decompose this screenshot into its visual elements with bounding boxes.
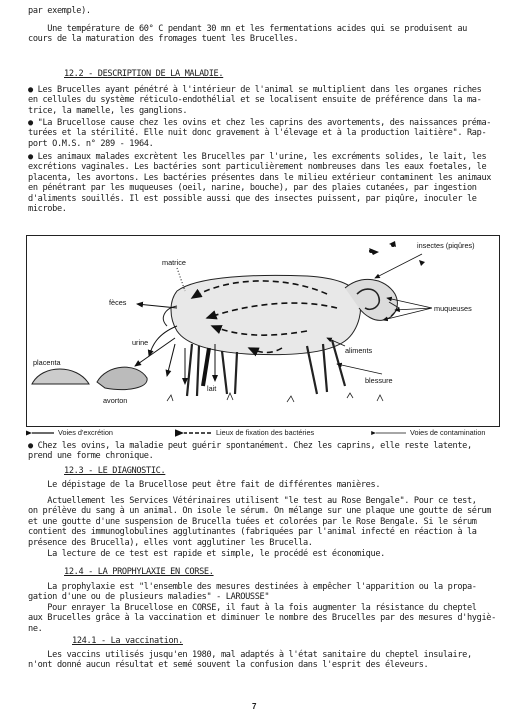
legend-excretion: Voies d'excrétion bbox=[58, 428, 113, 437]
label-aliments: aliments bbox=[345, 346, 373, 355]
section-12-3-paragraph-2: Actuellement les Services Vétérinaires utilisent "le test au Rose Bengale". Pour ce test, on prélève du sang à un animal. On isole le sérum. On mélange sur une plaque une goutte de sérum et une goutte d'une suspension de Brucella tuées et colorées par le Rose Bengale. Si le sérum contient des immunoglobulines agglutinantes (fabriquées par l'animal infecté en réaction à la présence des Brucella), elles vont agglutiner les Brucella. bbox=[28, 496, 492, 548]
section-12-3-paragraph-1: Le dépistage de la Brucellose peut être fait de différentes manières. bbox=[28, 480, 381, 490]
section-12-3-paragraph-3: La lecture de ce test est rapide et simple, le procédé est économique. bbox=[28, 549, 385, 559]
intro-paragraph: Une température de 60° C pendant 30 mn et les fermentations acides qui se produisent au cours de la maturation des fromages tuent les Brucelles. bbox=[28, 24, 467, 45]
after-figure-paragraph: ● Chez les ovins, la maladie peut guérir spontanément. Chez les caprins, elle reste latente, prend une forme chronique. bbox=[28, 441, 472, 462]
section-12-3-heading: 12.3 - LE DIAGNOSTIC. bbox=[64, 466, 166, 476]
section-12-4-paragraph-3: Les vaccins utilisés jusqu'en 1980, mal adaptés à l'état sanitaire du cheptel insulaire, n'ont donné aucun résultat et semé souvent la confusion dans l'esprit des éleveurs. bbox=[28, 650, 472, 671]
section-12-2-paragraph-1: ● Les Brucelles ayant pénétré à l'intérieur de l'animal se multiplient dans les organes riches en cellules du système réticulo-endothélial et se localisent ensuite de préférence dans la ma- trice, la mamelle, les ganglions. bbox=[28, 85, 482, 116]
section-12-4-paragraph-1: La prophylaxie est "l'ensemble des mesures destinées à empêcher l'apparition ou la propa- gation d'une ou de plusieurs maladies" - LAROUSSE" bbox=[28, 582, 477, 603]
label-insectes: insectes (piqûres) bbox=[417, 241, 475, 250]
label-feces: fèces bbox=[109, 298, 127, 307]
diagram-legend bbox=[26, 428, 498, 438]
placenta-avorton bbox=[32, 367, 147, 389]
section-12-4-heading: 12.4 - LA PROPHYLAXIE EN CORSE. bbox=[64, 567, 214, 577]
section-12-2-heading: 12.2 - DESCRIPTION DE LA MALADIE. bbox=[64, 69, 224, 79]
label-placenta: placenta bbox=[33, 358, 61, 367]
diagram-drawing bbox=[27, 236, 499, 426]
label-matrice: matrice bbox=[162, 258, 186, 267]
label-urine: urine bbox=[132, 338, 149, 347]
legend-contamination: Voies de contamination bbox=[410, 428, 486, 437]
section-12-2-paragraph-3: ● Les animaux malades excrètent les Brucelles par l'urine, les excréments solides, le lait, les excrétions vaginales. Les bactéries sont particulièrement nombreuses dans les eaux foetales, le placenta, les avortons. Les bactéries présentes dans le milieu extérieur contaminent les animaux en pénétrant par les muqueuses (oeil, narine, bouche), par des plaies cutanées, par ingestion d'aliments souillés. Il est possible aussi que des insectes puissent, par piqûre, inoculer le microbe. bbox=[28, 152, 492, 215]
legend-fixation: Lieux de fixation des bactéries bbox=[216, 428, 315, 437]
subsection-124-1-heading: 124.1 - La vaccination. bbox=[72, 636, 183, 646]
label-lait: lait bbox=[207, 384, 217, 393]
page-number: 7 bbox=[252, 702, 257, 711]
section-12-4-paragraph-2: Pour enrayer la Brucellose en CORSE, il faut à la fois augmenter la résistance du cheptel aux Brucelles grâce à la vaccination et diminuer le nombre des Brucelles par des mesures d'hygiè- ne. bbox=[28, 603, 496, 634]
intro-line: par exemple). bbox=[28, 6, 91, 16]
label-blessure: blessure bbox=[365, 376, 393, 385]
label-muqueuses: muqueuses bbox=[434, 304, 472, 313]
brucellosis-diagram bbox=[26, 235, 500, 427]
section-12-2-paragraph-2: ● "La Brucellose cause chez les ovins et chez les caprins des avortements, des naissances préma- turées et la stérilité. Elle nuit donc gravement à l'élevage et à la production laitière". Rap- port O.M.S. n° 289 - 1964. bbox=[28, 118, 492, 149]
label-avorton: avorton bbox=[103, 396, 128, 405]
